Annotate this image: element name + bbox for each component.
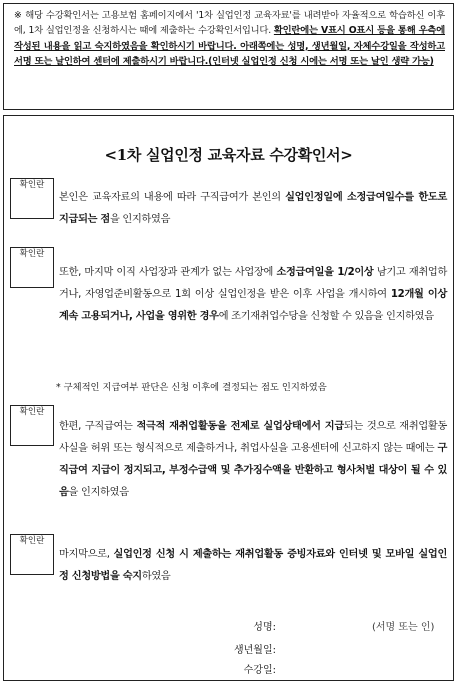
check-label: 확인란: [10, 247, 54, 262]
name-field[interactable]: [286, 618, 381, 632]
item-2-bold: 12개월 이상 계속 고용되거나, 사업을 영위한 경우: [59, 289, 447, 322]
item-3-part: 한편, 구직급여는: [59, 421, 137, 432]
item-2-bold: 소정급여일을 1/2이상: [276, 267, 374, 278]
check-label: 확인란: [10, 178, 54, 193]
notice-box: [3, 3, 454, 110]
item-1-part: 을 인지하였음: [109, 214, 171, 225]
name-label: 성명:: [253, 622, 276, 633]
item-2-part: 남기고 재취업하거나, 자영업준비활동으로 1회 이상 실업인정을 받은 이후 사업을 개시하여: [59, 267, 448, 300]
item-4-part: 마지막으로,: [59, 549, 114, 560]
item-2-part: 에 조기재취업수당을 신청할 수 있음을 인지하였음: [218, 311, 434, 322]
check-box-2[interactable]: [10, 261, 54, 288]
confirmation-form: [3, 115, 454, 681]
item-1-text: [59, 187, 447, 231]
item-3-bold: 적극적 재취업활동을 전제로 실업상태에서 지급: [136, 421, 344, 432]
sign-hint: (서명 또는 인): [372, 622, 435, 633]
check-box-1[interactable]: [10, 192, 54, 219]
form-title: <1차 실업인정 교육자료 수강확인서>: [104, 146, 353, 164]
check-label: 확인란: [10, 405, 54, 420]
check-box-4[interactable]: [10, 548, 54, 575]
item-1-bold: 실업인정일에 소정급여일수를 한도로 지급되는 점: [59, 192, 447, 225]
item-4-bold: 실업인정 신청 시 제출하는 재취업활동 증빙자료와 인터넷 및 모바일 실업인정 신청방법을 숙지: [59, 549, 447, 582]
check-box-3[interactable]: [10, 419, 54, 446]
item-1-part: 본인은 교육자료의 내용에 따라 구직급여가 본인의: [59, 192, 286, 203]
item-4-text: [59, 544, 447, 588]
item-3-part: 되는 것으로 재취업활동 사실을 허위 또는 형식적으로 제출하거나, 취업사실을 고용센터에 신고하지 않는 때에는: [59, 421, 447, 454]
item-3-part: 을 인지하였음: [68, 487, 129, 498]
item-3-bold: 구직급여 지급이 정지되고, 부정수급액 및 추가징수액을 반환하고 형사처벌 대상이 될 수 있음: [59, 443, 447, 498]
check-label: 확인란: [10, 534, 54, 549]
notice-text: ※ 해당 수강확인서는 고용보험 홈페이지에서 '1차 실업인정 교육자료'를 내려받아 자율적으로 학습하신 이후에, 1차 실업인정을 신청하시는 때에 제출하는 수강확인서입니다.: [14, 10, 445, 37]
item-3-text: [59, 416, 447, 504]
note-text: * 구체적인 지급여부 판단은 신청 이후에 결정되는 점도 인지하였음: [56, 382, 327, 393]
notice-emphasis: 확인란에는 V표시 O표시 등을 통해 우측에 작성된 내용을 읽고 숙지하였음을 확인하시기 바랍니다. 아래쪽에는 성명, 생년월일, 자체수강일을 작성하고 서명 또는 날인하여 센터에 제출하시기 바랍니다.(인터넷 실업인정 신청 시에는 서명 또는 날인 생략 가능): [14, 25, 445, 68]
item-2-part: 또한, 마지막 이직 사업장과 관계가 없는 사업장에: [59, 267, 277, 278]
birth-label: 생년월일:: [233, 645, 276, 656]
item-4-part: 하였음: [141, 571, 171, 582]
date-label: 수강일:: [243, 665, 276, 676]
date-field[interactable]: [286, 661, 446, 675]
birth-field[interactable]: [286, 641, 446, 655]
item-2-text: [59, 262, 447, 328]
